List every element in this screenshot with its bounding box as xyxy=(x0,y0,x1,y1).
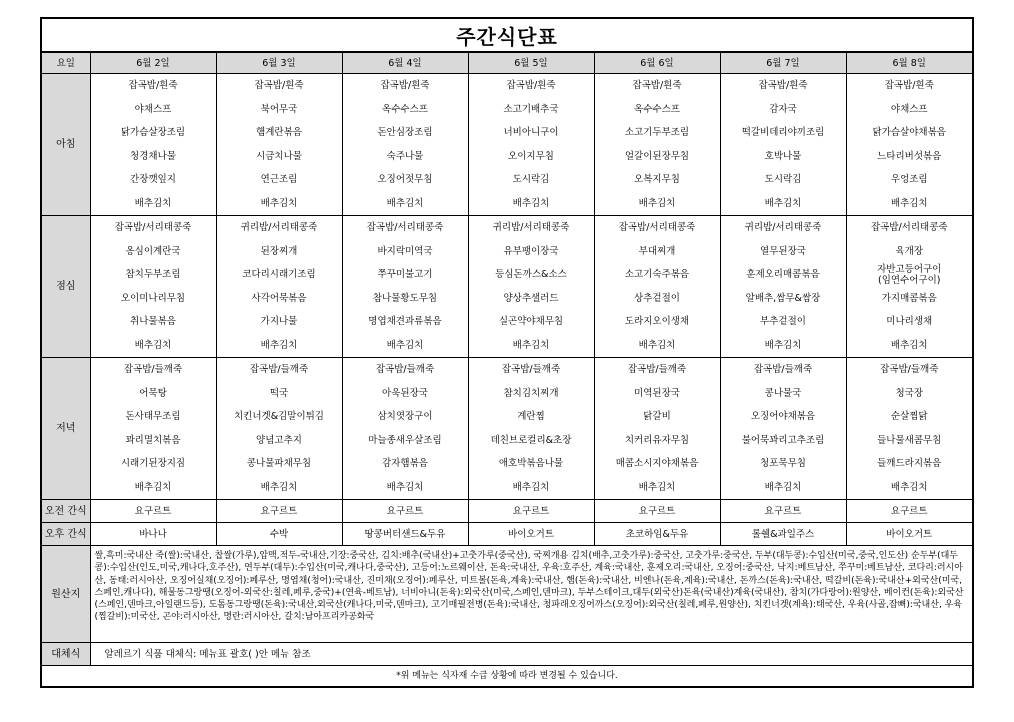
menu-table xyxy=(42,53,972,686)
menu-item: 배추김치 xyxy=(720,334,846,358)
menu-item: 북어무국 xyxy=(216,98,342,122)
menu-item: 배추김치 xyxy=(342,476,468,500)
menu-item: 상추겉절이 xyxy=(594,287,720,311)
menu-item: 훈제오리매콤볶음 xyxy=(720,263,846,287)
menu-item: 우엉조림 xyxy=(846,168,972,192)
menu-item: 오복지무침 xyxy=(594,168,720,192)
menu-item: 연근조림 xyxy=(216,168,342,192)
menu-item: 잡곡밥/흰죽 xyxy=(342,74,468,98)
menu-item: 호박나물 xyxy=(720,145,846,169)
origin-row xyxy=(42,546,972,643)
snack-item: 요구르트 xyxy=(594,500,720,523)
dinner-row xyxy=(42,429,972,453)
header-row xyxy=(42,53,972,74)
snack-item: 요구르트 xyxy=(216,500,342,523)
menu-item: 매콤소시지야채볶음 xyxy=(594,452,720,476)
menu-item: 콩나물파채무침 xyxy=(216,452,342,476)
breakfast-row xyxy=(42,145,972,169)
menu-item: 실곤약야채무침 xyxy=(468,310,594,334)
menu-item: 배추김치 xyxy=(846,192,972,216)
menu-body xyxy=(42,74,972,687)
menu-item: 꽈리멸치볶음 xyxy=(90,429,216,453)
menu-item: 잡곡밥/들깨죽 xyxy=(594,358,720,382)
menu-item: 감자햄볶음 xyxy=(342,452,468,476)
snack-item: 바나나 xyxy=(90,523,216,546)
menu-item: 참치김치찌개 xyxy=(468,382,594,406)
menu-item: 소고기숙주볶음 xyxy=(594,263,720,287)
footnote-row xyxy=(42,666,972,687)
menu-item: 배추김치 xyxy=(594,476,720,500)
menu-item: 배추김치 xyxy=(216,192,342,216)
menu-item: 잡곡밥/들깨죽 xyxy=(216,358,342,382)
date-header: 6월 8일 xyxy=(846,53,972,74)
snack-item: 롤쉘&과일주스 xyxy=(720,523,846,546)
menu-item: 배추김치 xyxy=(216,334,342,358)
menu-item: 너비아니구이 xyxy=(468,121,594,145)
menu-item: 배추김치 xyxy=(720,192,846,216)
date-header: 6월 2일 xyxy=(90,53,216,74)
menu-item: 배추김치 xyxy=(90,334,216,358)
menu-item: 잡곡밥/흰죽 xyxy=(720,74,846,98)
menu-item: 참치두부조림 xyxy=(90,263,216,287)
breakfast-row xyxy=(42,192,972,216)
menu-item: 바지락미역국 xyxy=(342,240,468,264)
breakfast-row xyxy=(42,74,972,98)
menu-item: 야채스프 xyxy=(846,98,972,122)
menu-item: 애호박볶음나물 xyxy=(468,452,594,476)
menu-item: 얼갈이된장무침 xyxy=(594,145,720,169)
pm-snack-row xyxy=(42,523,972,546)
menu-item: 옥수수스프 xyxy=(594,98,720,122)
menu-item: 숙주나물 xyxy=(342,145,468,169)
menu-item: 알배추,쌈무&쌈장 xyxy=(720,287,846,311)
menu-item: 데친브로컬리&초장 xyxy=(468,429,594,453)
menu-item: 청경채나물 xyxy=(90,145,216,169)
menu-item: 양념고추지 xyxy=(216,429,342,453)
menu-item: 잡곡밥/흰죽 xyxy=(846,74,972,98)
menu-item: 부대찌개 xyxy=(594,240,720,264)
snack-item: 요구르트 xyxy=(342,500,468,523)
snack-item: 초코하임&두유 xyxy=(594,523,720,546)
menu-item: 야채스프 xyxy=(90,98,216,122)
dinner-row xyxy=(42,382,972,406)
menu-item: 배추김치 xyxy=(846,334,972,358)
pm-snack-label: 오후 간식 xyxy=(42,523,90,546)
snack-item: 요구르트 xyxy=(468,500,594,523)
date-header: 6월 5일 xyxy=(468,53,594,74)
menu-item: 청포묵무침 xyxy=(720,452,846,476)
lunch-label: 점심 xyxy=(42,216,90,358)
menu-item: 귀리밥/서리태콩죽 xyxy=(216,216,342,240)
date-header: 6월 3일 xyxy=(216,53,342,74)
menu-item: 육개장 xyxy=(846,240,972,264)
lunch-row xyxy=(42,287,972,311)
menu-item: 돈사태무조림 xyxy=(90,405,216,429)
date-header: 6월 4일 xyxy=(342,53,468,74)
footnote: *위 메뉴는 식자재 수급 상황에 따라 변경될 수 있습니다. xyxy=(396,670,618,681)
menu-item: 불어묵꽈리고추조림 xyxy=(720,429,846,453)
lunch-row xyxy=(42,263,972,287)
menu-item: 배추김치 xyxy=(342,192,468,216)
dinner-row xyxy=(42,358,972,382)
menu-item: 어묵탕 xyxy=(90,382,216,406)
menu-item: 도시락김 xyxy=(468,168,594,192)
menu-item: 간장깻잎지 xyxy=(90,168,216,192)
menu-item: 시래기된장지짐 xyxy=(90,452,216,476)
menu-item: 닭가슴살장조림 xyxy=(90,121,216,145)
dinner-row xyxy=(42,452,972,476)
menu-item: 계란찜 xyxy=(468,405,594,429)
snack-item: 바이오거트 xyxy=(846,523,972,546)
menu-item: 느타리버섯볶음 xyxy=(846,145,972,169)
menu-item: 명엽채견과류볶음 xyxy=(342,310,468,334)
menu-item: 잡곡밥/들깨죽 xyxy=(846,358,972,382)
menu-item: 햄계란볶음 xyxy=(216,121,342,145)
menu-item: 치커리유자무침 xyxy=(594,429,720,453)
menu-item: 시금치나물 xyxy=(216,145,342,169)
menu-item: 닭갈비 xyxy=(594,405,720,429)
menu-item: 도시락김 xyxy=(720,168,846,192)
snack-item: 땅콩버터샌드&두유 xyxy=(342,523,468,546)
menu-item: 마늘종새우살조림 xyxy=(342,429,468,453)
breakfast-row xyxy=(42,98,972,122)
snack-item: 수박 xyxy=(216,523,342,546)
lunch-row xyxy=(42,240,972,264)
menu-item: 배추김치 xyxy=(594,334,720,358)
menu-item: 청국장 xyxy=(846,382,972,406)
menu-item: 잡곡밥/흰죽 xyxy=(216,74,342,98)
menu-item: 배추김치 xyxy=(720,476,846,500)
menu-item: 유부팽이장국 xyxy=(468,240,594,264)
am-snack-row xyxy=(42,500,972,523)
menu-item: 치킨너겟&김말이튀김 xyxy=(216,405,342,429)
menu-item: 오이지무침 xyxy=(468,145,594,169)
menu-item: 쭈꾸미불고기 xyxy=(342,263,468,287)
menu-item: 옹심이계란국 xyxy=(90,240,216,264)
substitute-label: 대체식 xyxy=(42,643,90,666)
menu-item: 소고기두부조림 xyxy=(594,121,720,145)
menu-item: 잡곡밥/들깨죽 xyxy=(342,358,468,382)
menu-item: 닭가슴살야채볶음 xyxy=(846,121,972,145)
menu-item: 들깨드라지볶음 xyxy=(846,452,972,476)
substitute-row xyxy=(42,643,972,666)
menu-item: 배추김치 xyxy=(216,476,342,500)
menu-item: 배추김치 xyxy=(342,334,468,358)
menu-item: 된장찌개 xyxy=(216,240,342,264)
menu-item: 잡곡밥/서리태콩죽 xyxy=(90,216,216,240)
breakfast-row xyxy=(42,121,972,145)
menu-item: 삼치엿장구이 xyxy=(342,405,468,429)
am-snack-label: 오전 간식 xyxy=(42,500,90,523)
dinner-row xyxy=(42,405,972,429)
menu-item: 소고기배추국 xyxy=(468,98,594,122)
menu-item: 잡곡밥/들깨죽 xyxy=(468,358,594,382)
menu-item: 가지매콤볶음 xyxy=(846,287,972,311)
snack-item: 요구르트 xyxy=(846,500,972,523)
day-label: 요일 xyxy=(42,53,90,74)
menu-item: 옥수수스프 xyxy=(342,98,468,122)
origin-text: 쌀,흑미:국내산 죽(쌀):국내산, 찹쌀(가루),압맥,적두-국내산,기장:중국산, 김치:배추(국내산)+고춧가루(중국산), 국찌개용 김치(배추,고춧가루):중국산, 고춧가루:중국산, 두부(대두콩):수입산(미국,중국,인도산) 순두부(대두콩):수입산(인도,미국,캐나다,호주산), 연두부(대두):수입산(미국,캐나다,중국산), 고등어:노르웨이산, 돈육:국내산, 우육:호주산, 계육:국내산, 훈제오리:국내산, 오징어:중국산, 낙지:베트남산, 쭈꾸미:베트남산, 코다리:러시아산, 동태:러시아산, 오징어실채(오징어):페루산, 명엽채(청어):국내산, 진미채(오징어):페루산, 미트볼(돈육,계육):국내산, 햄(돈육):국내산, 비엔나(돈육,계육):국내산, 돈까스(돈육):국내산, 떡갈비(돈육):국내산+외국산(미국,스페인,캐나다), 해물동그랑땡(오징어-외국산:칠레,페루,중국)+(연육-베트남), 너비아니(돈육):외국산(미국,스페인,덴마크), 두부스테이크,대두(외국산)돈육(국내산)계육(국내산), 참치(가다랑어):원양산, 베이컨(돈육):외국산(스페인,덴마크,아일랜드등), 도톰동그랑땡(돈육):국내산,외국산(캐나다,미국,덴마크), 고기매필전병(돈육):국내산, 청파래오징어까스(오징어):외국산(칠레,페루,원양산), 치킨너겟(계육):태국산, 우육(사골,잡뼈):국내산, 우육(찜갈비):미국산, 곤야:러시아산, 명란:러시아산, 갈치:남아프리카공화국 xyxy=(90,546,972,643)
origin-label: 원산지 xyxy=(42,546,90,643)
menu-item: 배추김치 xyxy=(594,192,720,216)
menu-item: 열무된장국 xyxy=(720,240,846,264)
weekly-menu-sheet xyxy=(40,17,974,688)
menu-item: 잡곡밥/서리태콩죽 xyxy=(846,216,972,240)
menu-item: 오이미나리무침 xyxy=(90,287,216,311)
menu-item: 가지나물 xyxy=(216,310,342,334)
breakfast-label: 아침 xyxy=(42,74,90,216)
substitute-text: 알레르기 식품 대체식: 메뉴표 괄호( )안 메뉴 참조 xyxy=(90,643,972,666)
menu-item: 떡갈비데리야끼조림 xyxy=(720,121,846,145)
menu-item: 감자국 xyxy=(720,98,846,122)
menu-item: 떡국 xyxy=(216,382,342,406)
menu-item: 오징어야채볶음 xyxy=(720,405,846,429)
menu-item: 잡곡밥/흰죽 xyxy=(468,74,594,98)
page-title: 주간식단표 xyxy=(42,19,972,53)
snack-item: 바이오거트 xyxy=(468,523,594,546)
menu-item: 양상추샐러드 xyxy=(468,287,594,311)
dinner-label: 저녁 xyxy=(42,358,90,500)
menu-item: 배추김치 xyxy=(846,476,972,500)
menu-item: 아욱된장국 xyxy=(342,382,468,406)
menu-item: 귀리밥/서리태콩죽 xyxy=(468,216,594,240)
menu-item: 사각어묵볶음 xyxy=(216,287,342,311)
menu-item: 순살찜닭 xyxy=(846,405,972,429)
menu-item: 잡곡밥/들깨죽 xyxy=(90,358,216,382)
date-header: 6월 7일 xyxy=(720,53,846,74)
snack-item: 요구르트 xyxy=(720,500,846,523)
date-header: 6월 6일 xyxy=(594,53,720,74)
menu-item: 코다리시래기조림 xyxy=(216,263,342,287)
menu-item: 잡곡밥/서리태콩죽 xyxy=(342,216,468,240)
menu-item: 참나물황도무침 xyxy=(342,287,468,311)
menu-item: 자반고등어구이 (임연수어구이) xyxy=(846,263,972,287)
menu-item: 배추김치 xyxy=(468,476,594,500)
snack-item: 요구르트 xyxy=(90,500,216,523)
menu-item: 미역된장국 xyxy=(594,382,720,406)
menu-item: 잡곡밥/흰죽 xyxy=(90,74,216,98)
menu-item: 배추김치 xyxy=(90,476,216,500)
menu-item: 잡곡밥/서리태콩죽 xyxy=(594,216,720,240)
lunch-row xyxy=(42,334,972,358)
menu-item: 돈안심장조림 xyxy=(342,121,468,145)
menu-item: 잡곡밥/흰죽 xyxy=(594,74,720,98)
breakfast-row xyxy=(42,168,972,192)
menu-item: 들나물새콤무침 xyxy=(846,429,972,453)
menu-item: 배추김치 xyxy=(468,192,594,216)
menu-item: 배추김치 xyxy=(468,334,594,358)
menu-item: 도라지오이생채 xyxy=(594,310,720,334)
lunch-row xyxy=(42,310,972,334)
menu-item: 취나물볶음 xyxy=(90,310,216,334)
menu-item: 미나리생채 xyxy=(846,310,972,334)
menu-item: 잡곡밥/들깨죽 xyxy=(720,358,846,382)
dinner-row xyxy=(42,476,972,500)
menu-item: 배추김치 xyxy=(90,192,216,216)
menu-item: 부추겉절이 xyxy=(720,310,846,334)
menu-item: 오징어젓무침 xyxy=(342,168,468,192)
lunch-row xyxy=(42,216,972,240)
menu-item: 등심돈까스&소스 xyxy=(468,263,594,287)
menu-item: 콩나물국 xyxy=(720,382,846,406)
menu-item: 귀리밥/서리태콩죽 xyxy=(720,216,846,240)
